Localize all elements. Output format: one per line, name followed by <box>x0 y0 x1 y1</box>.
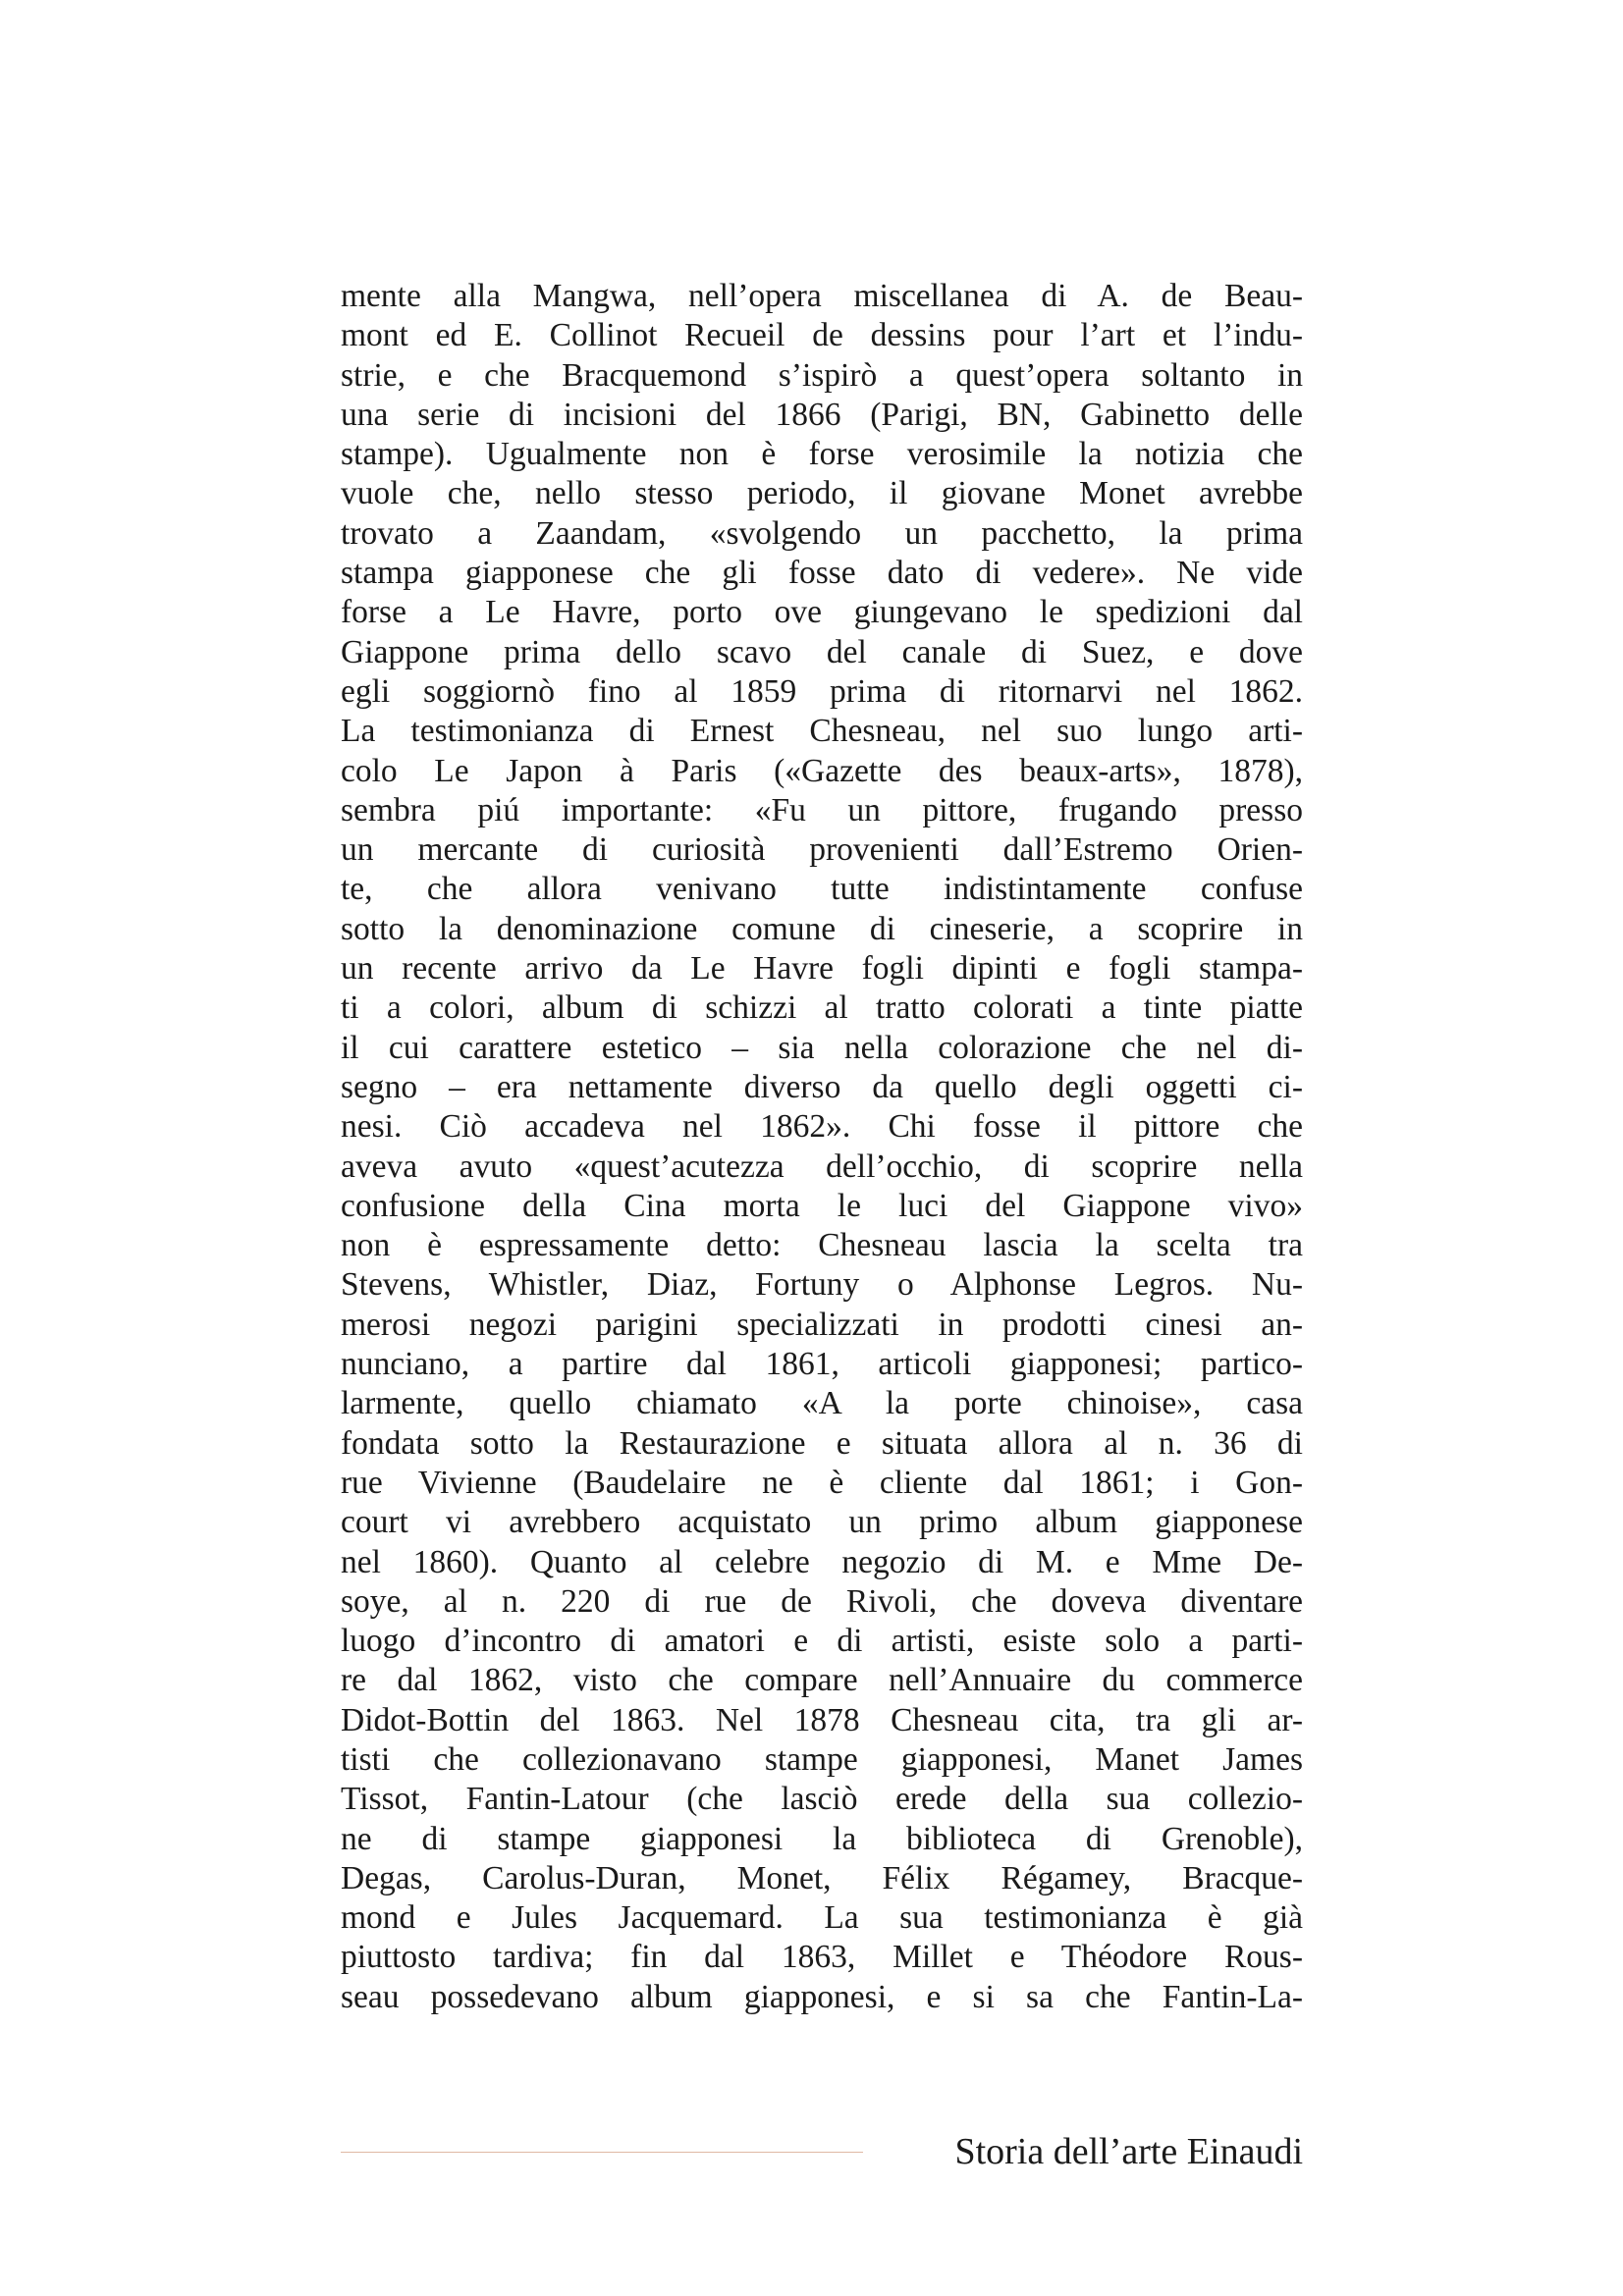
text-line: mente alla Mangwa, nell’opera miscellanea di A. de Beau- <box>341 278 1303 314</box>
text-line: egli soggiornò fino al 1859 prima di ritornarvi nel 1862. <box>341 672 1303 710</box>
text-line: fondata sotto la Restaurazione e situata allora al n. 36 di <box>341 1424 1303 1462</box>
text-line: una serie di incisioni del 1866 (Parigi, BN, Gabinetto delle <box>341 396 1303 433</box>
text-line: nesi. Ciò accadeva nel 1862». Chi fosse il pittore che <box>341 1108 1303 1146</box>
text-line: aveva avuto «quest’acutezza dell’occhio, di scoprire nella <box>341 1148 1303 1185</box>
text-line: nunciano, a partire dal 1861, articoli giapponesi; partico- <box>341 1346 1303 1383</box>
text-line: sotto la denominazione comune di cineserie, a scoprire in <box>341 910 1303 947</box>
text-line: mond e Jules Jacquemard. La sua testimonianza è già <box>341 1899 1303 1937</box>
text-line: sembra piú importante: «Fu un pittore, frugando presso <box>341 791 1303 828</box>
text-line: rue Vivienne (Baudelaire ne è cliente dal 1861; i Gon- <box>341 1464 1303 1501</box>
text-line: strie, e che Bracquemond s’ispirò a quest’opera soltanto in <box>341 356 1303 394</box>
text-line: Stevens, Whistler, Diaz, Fortuny o Alphonse Legros. Nu- <box>341 1266 1303 1304</box>
text-line: Giappone prima dello scavo del canale di Suez, e dove <box>341 633 1303 670</box>
text-line: piuttosto tardiva; fin dal 1863, Millet e Théodore Rous- <box>341 1939 1303 1976</box>
text-line: Tissot, Fantin-Latour (che lasciò erede della sua collezio- <box>341 1781 1303 1818</box>
text-line: ne di stampe giapponesi la biblioteca di Grenoble), <box>341 1820 1303 1857</box>
text-line: seau possedevano album giapponesi, e si sa che Fantin-La- <box>341 1978 1303 2015</box>
text-line: stampa giapponese che gli fosse dato di vedere». Ne vide <box>341 555 1303 592</box>
text-line: te, che allora venivano tutte indistintamente confuse <box>341 871 1303 908</box>
text-line: luogo d’incontro di amatori e di artisti, esiste solo a parti- <box>341 1623 1303 1660</box>
text-line: soye, al n. 220 di rue de Rivoli, che doveva diventare <box>341 1582 1303 1620</box>
text-line: un recente arrivo da Le Havre fogli dipinti e fogli stampa- <box>341 950 1303 988</box>
text-line: confusione della Cina morta le luci del Giappone vivo» <box>341 1187 1303 1224</box>
text-line: mont ed E. Collinot Recueil de dessins pour l’art et l’indu- <box>341 317 1303 354</box>
text-line: re dal 1862, visto che compare nell’Annuaire du commerce <box>341 1662 1303 1699</box>
text-line: nel 1860). Quanto al celebre negozio di M. e Mme De- <box>341 1543 1303 1580</box>
text-line: forse a Le Havre, porto ove giungevano le spedizioni dal <box>341 594 1303 631</box>
text-line: segno – era nettamente diverso da quello degli oggetti ci- <box>341 1068 1303 1105</box>
text-line: merosi negozi parigini specializzati in prodotti cinesi an- <box>341 1306 1303 1343</box>
text-line: vuole che, nello stesso periodo, il giovane Monet avrebbe <box>341 475 1303 512</box>
text-line: Degas, Carolus-Duran, Monet, Félix Régamey, Bracque- <box>341 1859 1303 1896</box>
text-line: Didot-Bottin del 1863. Nel 1878 Chesneau cita, tra gli ar- <box>341 1701 1303 1738</box>
body-text <box>341 277 1303 2017</box>
text-line: colo Le Japon à Paris («Gazette des beaux-arts», 1878), <box>341 752 1303 789</box>
footer-rule <box>341 2152 863 2153</box>
text-line: un mercante di curiosità provenienti dall’Estremo Orien- <box>341 831 1303 869</box>
text-line: ti a colori, album di schizzi al tratto colorati a tinte piatte <box>341 989 1303 1027</box>
text-line: court vi avrebbero acquistato un primo album giapponese <box>341 1504 1303 1541</box>
text-line: tisti che collezionavano stampe giapponesi, Manet James <box>341 1740 1303 1778</box>
text-line: larmente, quello chiamato «A la porte chinoise», casa <box>341 1385 1303 1422</box>
text-line: non è espressamente detto: Chesneau lascia la scelta tra <box>341 1227 1303 1264</box>
text-line: La testimonianza di Ernest Chesneau, nel suo lungo arti- <box>341 713 1303 750</box>
text-line: il cui carattere estetico – sia nella colorazione che nel di- <box>341 1029 1303 1066</box>
text-line: stampe). Ugualmente non è forse verosimile la notizia che <box>341 436 1303 473</box>
footer-title: Storia dell’arte Einaudi <box>954 2131 1303 2172</box>
text-line: trovato a Zaandam, «svolgendo un pacchetto, la prima <box>341 514 1303 552</box>
